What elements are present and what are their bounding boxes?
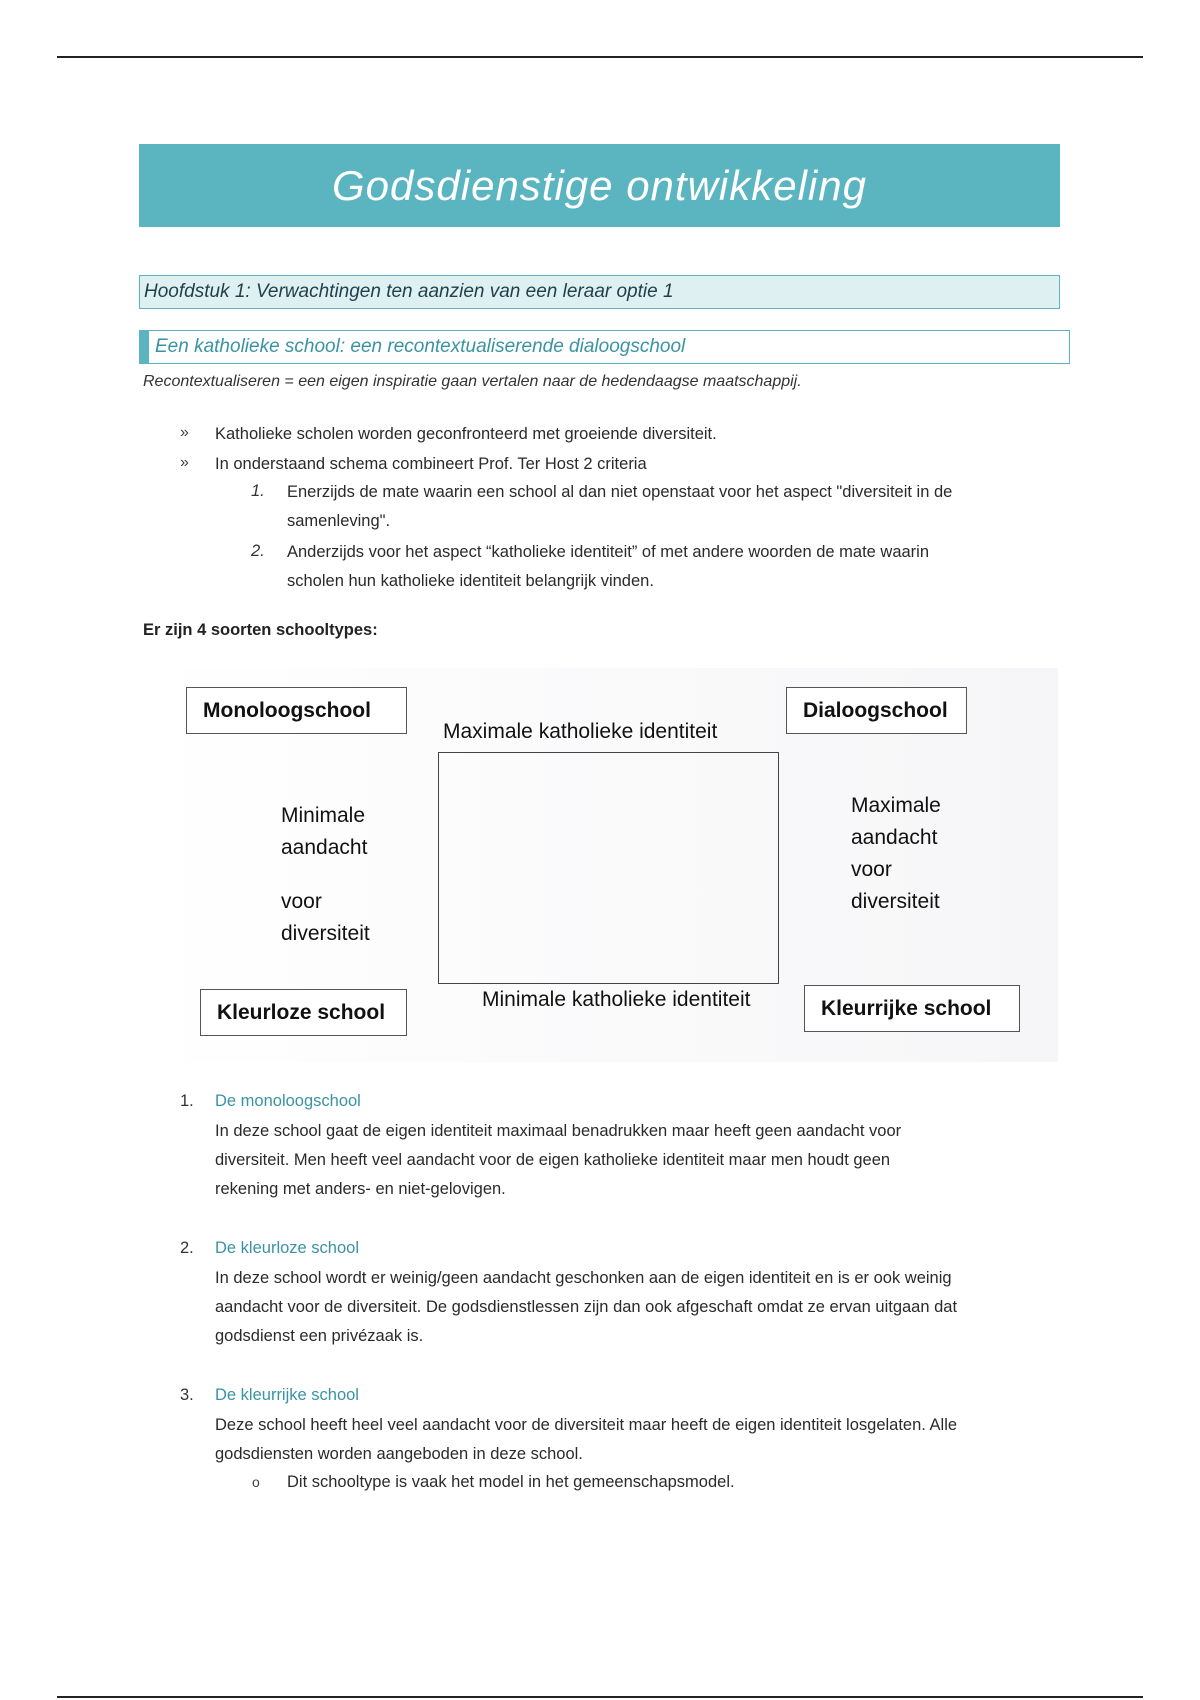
school-type-line: godsdiensten worden aangeboden in deze school. (215, 1445, 583, 1463)
criterion-line: Anderzijds voor het aspect “katholieke identiteit” of met andere woorden de mate waarin (287, 543, 930, 561)
header-rule (57, 56, 1143, 58)
school-type-title: De monoloogschool (215, 1092, 361, 1110)
criterion-number: 1. (251, 482, 265, 500)
left-axis-word: diversiteit (281, 922, 370, 945)
bullet-text: In onderstaand schema combineert Prof. Ter Host 2 criteria (215, 455, 647, 473)
definition-text: Recontextualiseren = een eigen inspiratie gaan vertalen naar de hedendaagse maatschappij. (143, 373, 802, 390)
school-type-title: De kleurloze school (215, 1239, 359, 1257)
criterion-line: Enerzijds de mate waarin een school al dan niet openstaat voor het aspect "diversiteit in de (287, 483, 953, 501)
school-type-line: rekening met anders- en niet-gelovigen. (215, 1180, 506, 1198)
dialoog-box: Dialoogschool (786, 687, 967, 734)
right-axis-word: voor (851, 858, 892, 881)
school-types-heading: Er zijn 4 soorten schooltypes: (143, 621, 378, 639)
section-heading: Een katholieke school: een recontextualiserende dialoogschool (139, 330, 1070, 364)
bullet-marker: » (180, 454, 189, 471)
chapter-heading: Hoofdstuk 1: Verwachtingen ten aanzien van een leraar optie 1 (139, 275, 1060, 309)
kleurrijke-box: Kleurrijke school (804, 985, 1020, 1032)
right-axis-word: Maximale (851, 794, 941, 817)
school-type-line: aandacht voor de diversiteit. De godsdienstlessen zijn dan ook afgeschaft omdat ze ervan uitgaan dat (215, 1298, 958, 1316)
monoloog-box: Monoloogschool (186, 687, 407, 734)
school-type-line: godsdienst een privézaak is. (215, 1327, 424, 1345)
document-title: Godsdienstige ontwikkeling (139, 144, 1060, 227)
school-type-line: In deze school wordt er weinig/geen aandacht geschonken aan de eigen identiteit en is er ook weinig (215, 1269, 952, 1287)
school-type-number: 2. (180, 1239, 194, 1257)
sub-bullet-marker: o (252, 1474, 260, 1490)
school-type-number: 1. (180, 1092, 194, 1110)
left-axis-word: voor (281, 890, 322, 913)
sub-bullet-text: Dit schooltype is vaak het model in het gemeenschapsmodel. (287, 1473, 735, 1491)
right-axis-word: aandacht (851, 826, 938, 849)
criterion-number: 2. (251, 542, 265, 560)
school-type-schema (143, 668, 1058, 1062)
criterion-line: scholen hun katholieke identiteit belangrijk vinden. (287, 572, 654, 590)
kleurloze-box: Kleurloze school (200, 989, 407, 1036)
left-axis-word: aandacht (281, 836, 368, 859)
bottom-axis-label: Minimale katholieke identiteit (482, 988, 751, 1011)
school-type-number: 3. (180, 1386, 194, 1404)
top-axis-label: Maximale katholieke identiteit (443, 720, 718, 743)
left-axis-word: Minimale (281, 804, 366, 827)
right-axis-word: diversiteit (851, 890, 940, 913)
criterion-line: samenleving". (287, 512, 391, 530)
school-type-line: Deze school heeft heel veel aandacht voor de diversiteit maar heeft de eigen identiteit losgelaten. Alle (215, 1416, 958, 1434)
bullet-marker: » (180, 424, 189, 441)
school-type-line: diversiteit. Men heeft veel aandacht voor de eigen katholieke identiteit maar men houdt geen (215, 1151, 891, 1169)
school-type-title: De kleurrijke school (215, 1386, 359, 1404)
school-type-line: In deze school gaat de eigen identiteit maximaal benadrukken maar heeft geen aandacht voor (215, 1122, 902, 1140)
bullet-text: Katholieke scholen worden geconfronteerd met groeiende diversiteit. (215, 425, 717, 443)
footer-rule (57, 1696, 1143, 1698)
schema-quadrant-square (438, 752, 779, 984)
